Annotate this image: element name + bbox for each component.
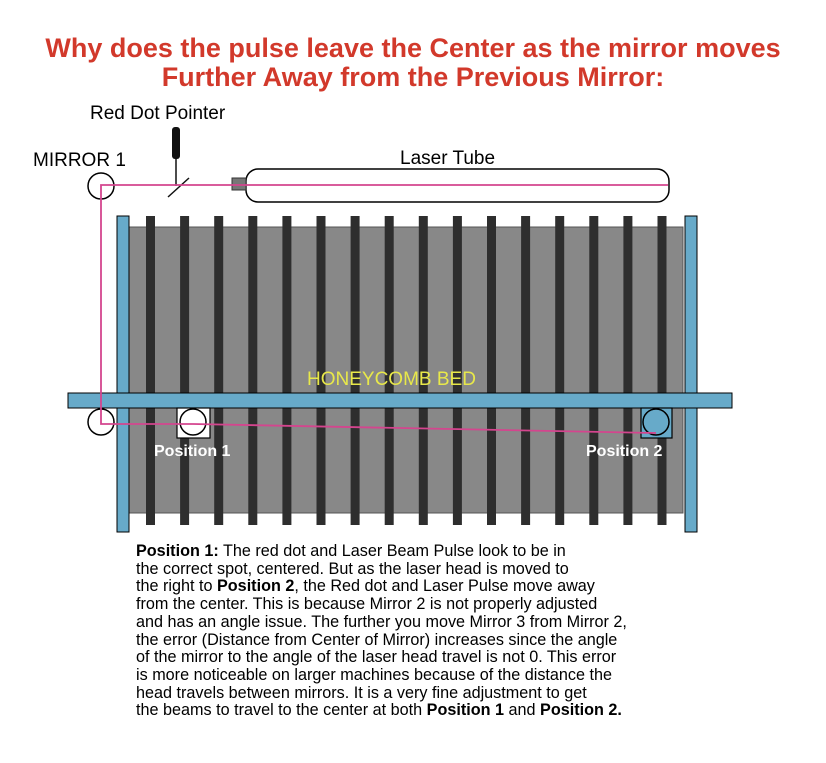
description-line: [136, 578, 776, 596]
description-run: the correct spot, centered. But as the laser head is moved to: [136, 559, 569, 578]
description-line: [136, 667, 776, 685]
laser-tube-label: Laser Tube: [400, 148, 496, 169]
description-bold: Position 1: [426, 701, 505, 720]
honeycomb-bed-label: HONEYCOMB BED: [307, 369, 476, 390]
description-line: [136, 632, 776, 650]
bed-slat: [248, 216, 257, 525]
right-rail: [685, 216, 697, 532]
description-line: [136, 649, 776, 667]
description-run: The red dot and Laser Beam Pulse look to be in: [218, 542, 566, 560]
description-line: [136, 543, 776, 561]
description-run: the right to: [136, 577, 217, 596]
mirror1-label: MIRROR 1: [33, 150, 126, 171]
laser-tube-nozzle: [232, 178, 246, 190]
description-run: from the center. This is because Mirror 2 is not properly adjusted: [136, 595, 598, 614]
bed-slat: [589, 216, 598, 525]
bed-slat: [180, 216, 189, 525]
description-bold: Position 2: [217, 577, 295, 596]
bed-slat: [214, 216, 223, 525]
description-text: [136, 543, 776, 720]
description-line: [136, 596, 776, 614]
description-bold: Position 2.: [540, 701, 622, 720]
left-rail: [117, 216, 129, 532]
description-line: [136, 702, 776, 720]
description-line: [136, 614, 776, 632]
description-run: is more noticeable on larger machines because of the distance the: [136, 665, 613, 684]
beam-combiner: [168, 178, 189, 197]
gantry-rail: [68, 393, 732, 408]
description-run: of the mirror to the angle of the laser head travel is not 0. This error: [136, 648, 617, 667]
position1-label: Position 1: [154, 443, 231, 460]
bed-slat: [555, 216, 564, 525]
description-run: head travels between mirrors. It is a very fine adjustment to get: [136, 683, 587, 702]
title-line-1: Why does the pulse leave the Center as the mirror moves: [45, 33, 781, 63]
bed-slat: [623, 216, 632, 525]
bed-slat: [658, 216, 667, 525]
description-run: the error (Distance from Center of Mirror) increases since the angle: [136, 630, 618, 649]
bed-slat: [146, 216, 155, 525]
bed-slat: [282, 216, 291, 525]
red-dot-pointer-label: Red Dot Pointer: [90, 103, 226, 124]
description-run: and has an angle issue. The further you move Mirror 3 from Mirror 2,: [136, 612, 627, 631]
description-run: the beams to travel to the center at both: [136, 701, 427, 720]
position1-mirror: [180, 409, 206, 435]
red-dot-pointer: [172, 127, 180, 159]
bed-slat: [487, 216, 496, 525]
description-bold: Position 1:: [136, 542, 219, 560]
bed-slat: [521, 216, 530, 525]
position2-label: Position 2: [586, 443, 663, 460]
position2-mirror: [643, 409, 669, 435]
description-run: and: [504, 701, 541, 720]
description-run: , the Red dot and Laser Pulse move away: [294, 577, 595, 596]
description-line: [136, 561, 776, 579]
description-line: [136, 685, 776, 703]
title-line-2: Further Away from the Previous Mirror:: [161, 62, 665, 92]
